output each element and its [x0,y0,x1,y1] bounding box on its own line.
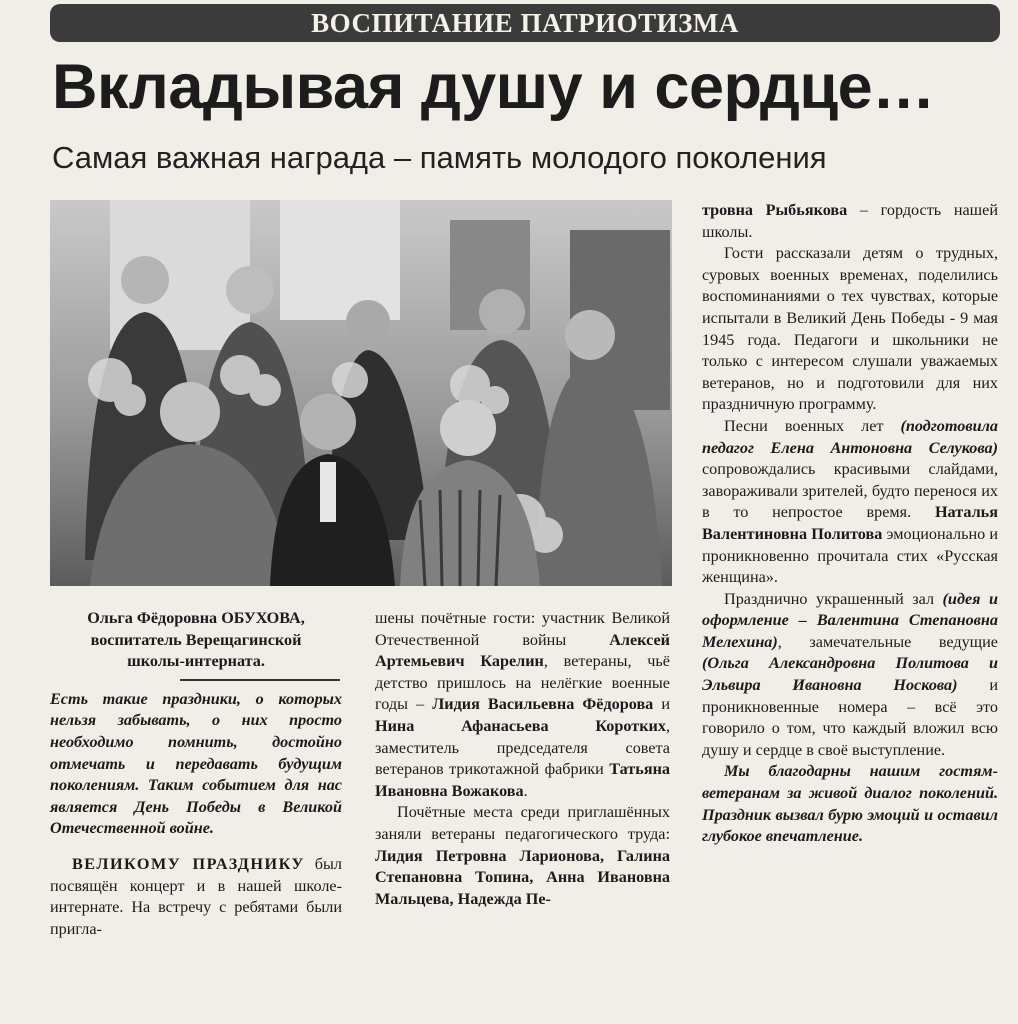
credit-note: (подготовила педагог Елена Антоновна Селукова) [702,416,998,457]
body-text: , заместитель председателя совета ветеранов трикотажной фабрики [375,716,670,779]
caption-author-role-line1: воспитатель Верещагинской [90,630,302,649]
article-subheadline: Самая важная награда – память молодого поколения [52,140,827,175]
body-paragraph [702,416,998,589]
article-headline: Вкладывая душу и сердце… [52,52,935,122]
article-column-2 [375,608,670,910]
body-paragraph [50,854,342,940]
article-column-1 [50,608,342,940]
person-name: Нина Афанасьева Коротких [375,716,666,735]
body-text: и проникновенные номера – всё это говорило о том, что каждый вложил всю душу и сердце в своё выступление. [702,676,998,759]
closing-paragraph: Мы благодарны нашим гостям-ветеранам за живой диалог поколений. Праздник вызвал бурю эмоций и оставил глубокое впечатление. [702,762,998,846]
credit-note: (идея и оформление – Валентина Степановна Мелехина) [702,589,998,651]
caption-author-role-line2: школы-интерната. [127,652,265,671]
article-column-3 [702,200,998,848]
person-name: Лидия Петровна Ларионова, Галина Степановна Топина, Анна Ивановна Мальцева, Надежда Пе- [375,846,670,908]
body-text: сопровождались красивыми слайдами, завораживали зрителей, будто перенося их в то непростое время. [702,460,998,522]
person-name: Лидия Васильевна Фёдорова [432,695,654,714]
body-text: , ветераны, чьё детство пришлось на нелёгкие военные годы – [375,652,670,714]
article-lead: Есть такие праздники, о которых нельзя забывать, о них просто необходимо помнить, достойно отмечать и передавать будущим поколениям. Таким событием для нас является День Победы в Великой Отечественной войне. [50,689,342,838]
body-text: Песни военных лет [724,416,901,435]
section-rubric: ВОСПИТАНИЕ ПАТРИОТИЗМА [50,4,1000,42]
group-photo [50,200,672,586]
person-name: Алексей Артемьевич Карелин [375,630,670,671]
person-name: Наталья Валентиновна Политова [702,503,998,543]
body-text: был посвящён концерт и в нашей школе-интернате. На встречу с ребятами были пригла- [50,854,342,938]
body-paragraph: Гости рассказали детям о трудных, суровых военных временах, поделились воспоминаниями о тех чувствах, которые испытали в Великий День Победы - 9 мая 1945 года. Педагоги и школьники не только с интересом слушали уважаемых ветеранов, но и подготовили для них праздничную программу. [702,244,998,414]
body-text: . [523,781,528,800]
person-name: тровна Рыбьякова [702,201,848,219]
body-paragraph [702,589,998,762]
person-name: Татьяна Ивановна Вожакова [375,760,670,800]
body-text: Почётные места среди приглашённых заняли ветераны педагогического труда: [375,803,670,843]
caption-author-name: Ольга Фёдоровна ОБУХОВА, [87,609,305,627]
credit-note: (Ольга Александровна Политова и Эльвира Ивановна Носкова) [702,654,998,695]
body-paragraph [375,608,670,802]
body-paragraph [375,802,670,910]
body-text: , замечательные ведущие [777,632,998,651]
paragraph-kicker: ВЕЛИКОМУ ПРАЗДНИКУ [72,854,305,873]
body-text: и [653,695,671,714]
body-text: эмоционально и проникновенно прочитала стих «Русская женщина». [702,524,998,587]
body-text: Празднично украшенный зал [724,589,943,608]
body-text: – гордость нашей школы. [702,201,998,241]
caption-divider [180,679,340,681]
body-paragraph [702,200,998,243]
group-photo-illustration [50,200,672,586]
photo-caption [50,608,342,673]
body-text: шены почётные гости: участник Великой Отечественной войны [375,609,670,649]
